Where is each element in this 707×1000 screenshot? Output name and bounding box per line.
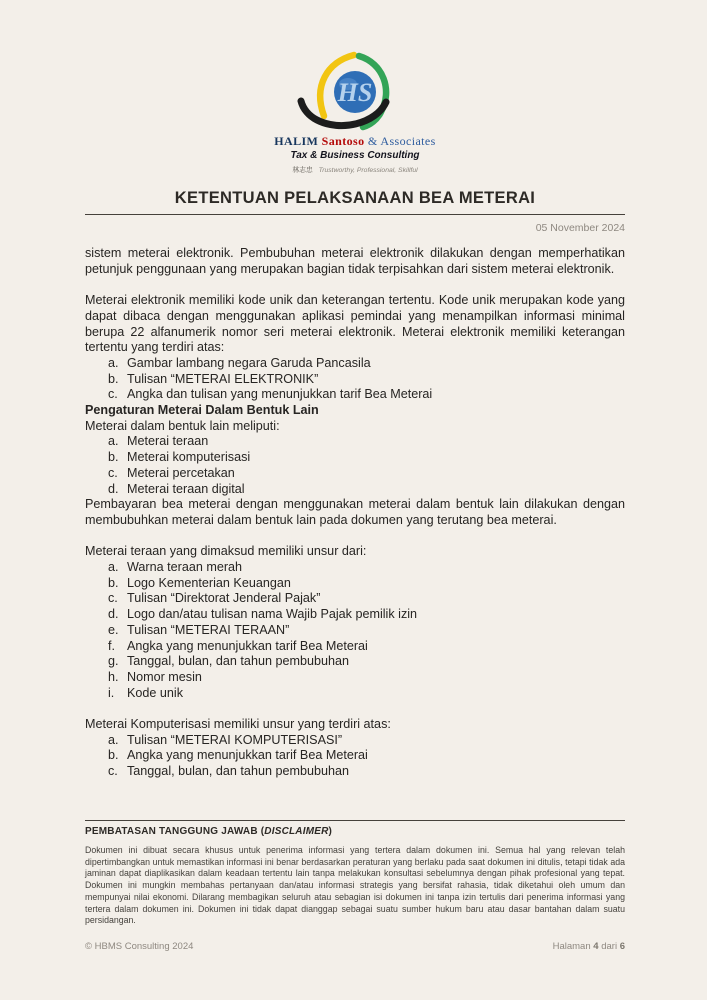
footer-page-of-label: dari <box>601 941 618 952</box>
list-item-text: Tulisan “METERAI TERAAN” <box>127 622 290 637</box>
disclaimer-section <box>85 820 625 927</box>
list-item-text: Meterai teraan digital <box>127 481 245 496</box>
paragraph-kode-unik: Meterai elektronik memiliki kode unik dan keterangan tertentu. Kode unik merupakan kode yang dapat dibaca dengan menggunakan aplikasi pemindai yang menampilkan informasi minimal berupa 22 alfanumerik nomor seri meterai elektronik. Meterai elektronik memiliki keterangan tertentu yang terdiri atas: <box>85 293 625 355</box>
document-body <box>85 246 625 780</box>
list-item-marker: a. <box>108 355 119 370</box>
list-item-marker: i. <box>108 685 115 700</box>
list-item <box>108 623 625 639</box>
list-item-text: Warna teraan merah <box>127 560 243 575</box>
list-item-marker: f. <box>108 638 115 653</box>
list-item-text: Tanggal, bulan, dan tahun pembubuhan <box>127 764 349 779</box>
list-item-marker: d. <box>108 607 119 622</box>
list-item-marker: a. <box>108 434 119 449</box>
list-keterangan-meterai-elektronik <box>85 356 625 403</box>
list-unsur-meterai-komputerisasi <box>85 733 625 780</box>
list-item <box>108 654 625 670</box>
list-item-text: Meterai percetakan <box>127 465 235 480</box>
footer-copyright: © HBMS Consulting 2024 <box>85 941 194 952</box>
paragraph-meterai-komputerisasi-intro: Meterai Komputerisasi memiliki unsur yang terdiri atas: <box>85 717 391 732</box>
company-name-associates: Associates <box>380 134 436 148</box>
company-subtagline <box>85 164 625 174</box>
list-item <box>108 686 625 702</box>
list-item-marker: c. <box>108 465 118 480</box>
list-item-marker: b. <box>108 575 119 590</box>
list-item-text: Gambar lambang negara Garuda Pancasila <box>127 355 371 370</box>
list-item <box>108 482 625 498</box>
list-item-text: Angka dan tulisan yang menunjukkan tarif Bea Meterai <box>127 387 433 402</box>
company-subtagline-english: Trustworthy, Professional, Skillful <box>318 167 418 174</box>
disclaimer-heading-open: PEMBATASAN TANGGUNG JAWAB ( <box>85 826 265 837</box>
list-item-text: Tulisan “Direktorat Jenderal Pajak” <box>127 591 321 606</box>
list-unsur-meterai-teraan <box>85 560 625 701</box>
paragraph-meterai-teraan-intro: Meterai teraan yang dimaksud memiliki unsur dari: <box>85 544 367 559</box>
footer-page-label: Halaman <box>552 941 591 952</box>
list-item <box>108 560 625 576</box>
list-item-marker: e. <box>108 622 119 637</box>
list-item <box>108 434 625 450</box>
list-item <box>108 607 625 623</box>
list-item-text: Logo Kementerian Keuangan <box>127 575 291 590</box>
disclaimer-heading-close: ) <box>328 826 333 837</box>
list-item <box>108 764 625 780</box>
footer-page-info <box>553 941 625 952</box>
list-item <box>108 387 625 403</box>
list-meterai-bentuk-lain <box>85 434 625 497</box>
company-name <box>85 134 625 149</box>
list-item-marker: a. <box>108 732 119 747</box>
list-item <box>108 466 625 482</box>
company-name-halim: HALIM <box>274 134 319 148</box>
list-item <box>108 639 625 655</box>
list-item-marker: b. <box>108 450 119 465</box>
list-item <box>108 576 625 592</box>
footer-page-number: 4 <box>593 941 599 952</box>
list-item <box>108 372 625 388</box>
list-item-marker: b. <box>108 371 119 386</box>
list-item-text: Tulisan “METERAI KOMPUTERISASI” <box>127 732 343 747</box>
list-item <box>108 450 625 466</box>
list-item-marker: b. <box>108 748 119 763</box>
list-item-text: Kode unik <box>127 685 184 700</box>
list-item-marker: g. <box>108 654 119 669</box>
company-subtagline-chinese: 林志忠 <box>292 167 313 174</box>
paragraph-pembayaran: Pembayaran bea meterai dengan menggunakan meterai dalam bentuk lain dilakukan dengan membubuhkan meterai dalam bentuk lain pada dokumen yang terutang bea meterai. <box>85 497 625 527</box>
list-item-text: Angka yang menunjukkan tarif Bea Meterai <box>127 638 368 653</box>
logo-monogram: HS <box>337 78 373 107</box>
list-item-text: Tulisan “METERAI ELEKTRONIK” <box>127 371 319 386</box>
list-item <box>108 670 625 686</box>
list-item <box>108 591 625 607</box>
list-item-marker: d. <box>108 481 119 496</box>
list-item <box>108 356 625 372</box>
footer-page-total: 6 <box>619 941 625 952</box>
list-item-text: Meterai teraan <box>127 434 209 449</box>
company-tagline: Tax & Business Consulting <box>290 150 420 161</box>
page-title: KETENTUAN PELAKSANAAN BEA METERAI <box>85 189 625 215</box>
list-item-marker: c. <box>108 387 118 402</box>
company-logo <box>85 0 625 174</box>
list-item <box>108 748 625 764</box>
list-item-text: Meterai komputerisasi <box>127 450 251 465</box>
company-name-amp: & <box>367 134 378 148</box>
list-item-marker: c. <box>108 591 118 606</box>
list-item-marker: h. <box>108 669 119 684</box>
list-item-text: Nomor mesin <box>127 669 202 684</box>
list-item-text: Tanggal, bulan, dan tahun pembubuhan <box>127 654 349 669</box>
company-logo-icon <box>280 50 430 132</box>
document-date: 05 November 2024 <box>535 222 625 234</box>
paragraph-meterai-elektronik-intro: sistem meterai elektronik. Pembubuhan meterai elektronik dilakukan dengan memperhatikan petunjuk penggunaan yang merupakan bagian tidak terpisahkan dari sistem meterai elektronik. <box>85 246 625 276</box>
page-footer <box>85 941 625 952</box>
list-item-text: Logo dan/atau tulisan nama Wajib Pajak pemilik izin <box>127 607 418 622</box>
section-heading-pengaturan: Pengaturan Meterai Dalam Bentuk Lain <box>85 403 319 418</box>
list-item-text: Angka yang menunjukkan tarif Bea Meterai <box>127 748 368 763</box>
disclaimer-heading <box>85 826 625 837</box>
list-item-marker: a. <box>108 560 119 575</box>
disclaimer-text: Dokumen ini dibuat secara khusus untuk penerima informasi yang tertera dalam dokumen ini. Semua hal yang relevan telah dipertimbangkan untuk memastikan informasi ini benar berdasarkan peraturan yang berlaku pada saat dokumen ini ditulis, tetapi tidak ada jaminan dapat diaplikasikan dalam keadaan tertentu lain tanpa melakukan konsultasi sebelumnya dengan pihak profesional yang tepat. Dokumen ini mungkin membahas pertanyaan dan/atau informasi strategis yang bersifat rahasia, tidak diketahui oleh umum dan mempunyai nilai ekonomi. Dilarang membagikan seluruh atau sebagian isi dokumen ini tanpa izin tertulis dari penerima informasi yang tertera dalam dokumen ini. Dokumen ini tidak dapat dianggap sebagai suatu sumber hukum baru atau dasar bantahan dalam suatu persidangan. <box>85 845 625 926</box>
company-name-santoso: Santoso <box>321 134 365 148</box>
paragraph-bentuk-lain-intro: Meterai dalam bentuk lain meliputi: <box>85 418 280 433</box>
list-item-marker: c. <box>108 764 118 779</box>
disclaimer-heading-italic: DISCLAIMER <box>264 826 329 837</box>
list-item <box>108 733 625 749</box>
